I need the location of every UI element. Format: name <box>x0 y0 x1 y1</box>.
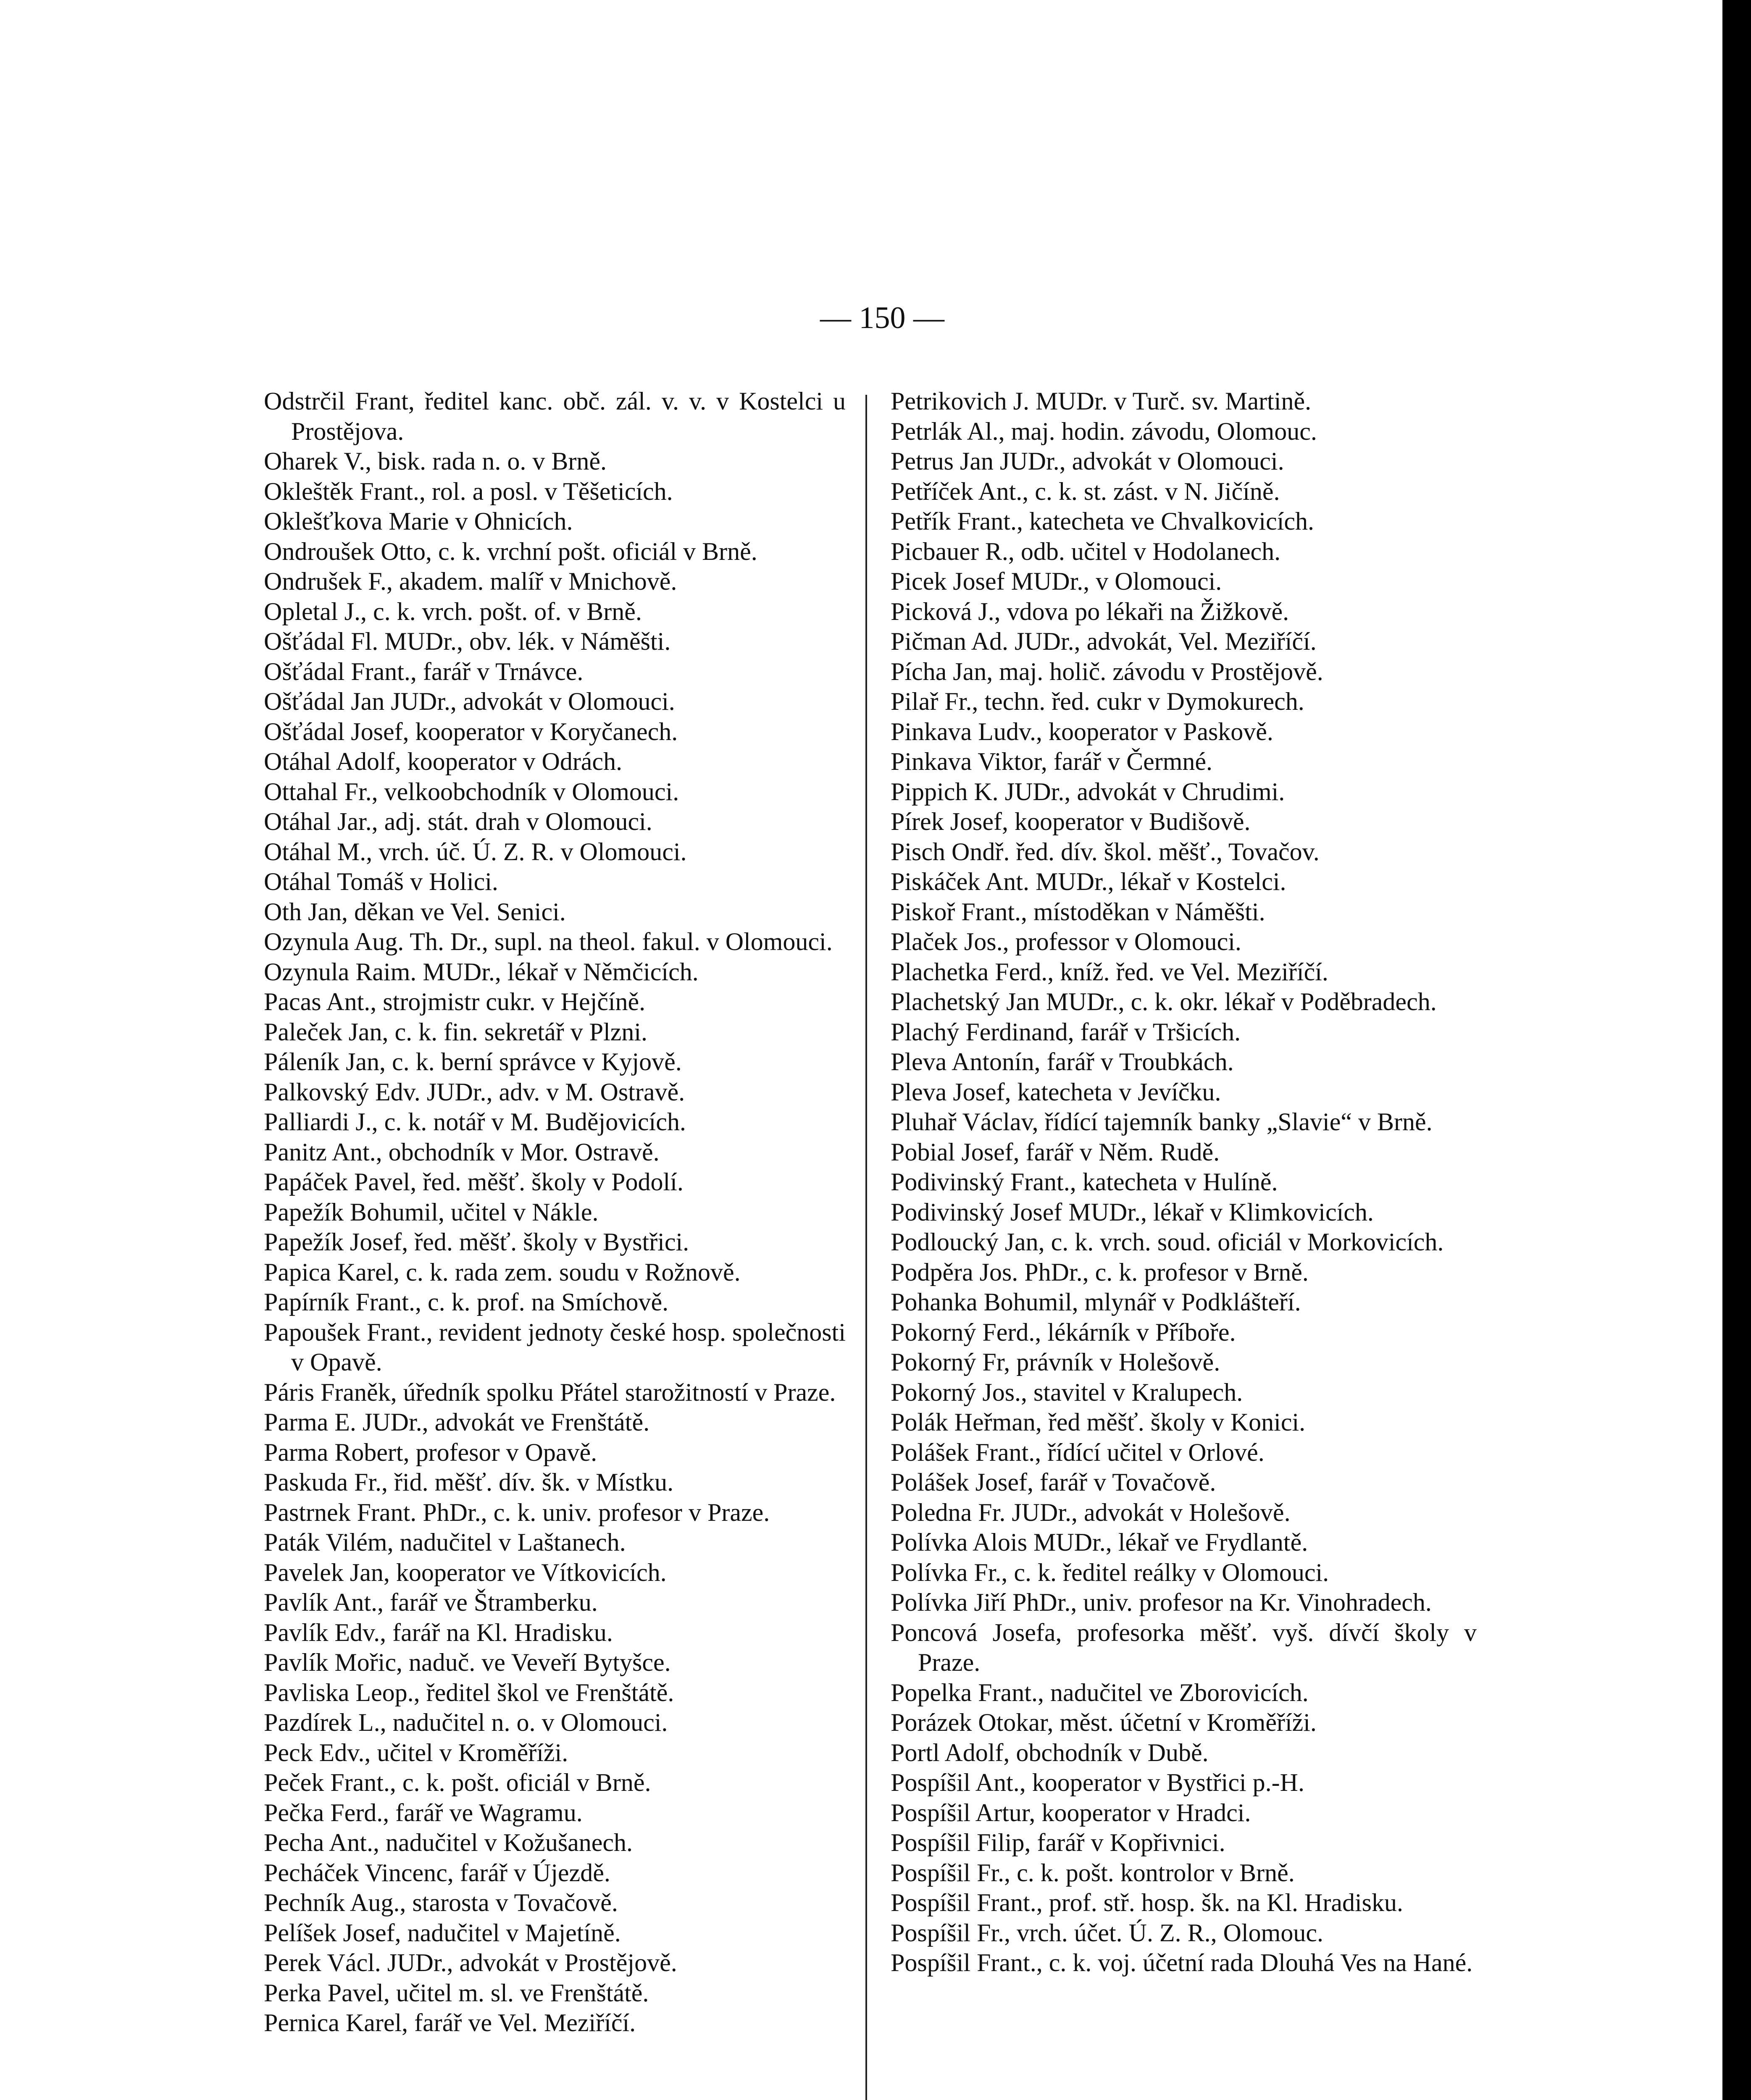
directory-entry: Pilař Fr., techn. řed. cukr v Dymokurech. <box>891 688 1304 715</box>
directory-entry: Pleva Josef, katecheta v Jevíčku. <box>891 1078 1221 1106</box>
directory-entry: Petrus Jan JUDr., advokát v Olomouci. <box>891 447 1284 475</box>
directory-entry: Plachetka Ferd., kníž. řed. ve Vel. Meziříčí. <box>891 958 1328 986</box>
directory-entry: Oharek V., bisk. rada n. o. v Brně. <box>264 447 607 475</box>
directory-entry: Ošťádal Jan JUDr., advokát v Olomouci. <box>264 688 675 715</box>
directory-entry: Papica Karel, c. k. rada zem. soudu v Rožnově. <box>264 1258 741 1286</box>
directory-entry: Paskuda Fr., řid. měšť. dív. šk. v Místku. <box>264 1468 674 1496</box>
directory-entry: Otáhal M., vrch. úč. Ú. Z. R. v Olomouci. <box>264 837 687 866</box>
directory-entry: Petříček Ant., c. k. st. zást. v N. Jičíně. <box>891 477 1280 505</box>
directory-entry: Paták Vilém, nadučitel v Laštanech. <box>264 1528 626 1556</box>
directory-entry: Pleva Antonín, farář v Troubkách. <box>891 1048 1234 1076</box>
directory-entry: Pisch Ondř. řed. dív. škol. měšť., Tovačov. <box>891 837 1320 866</box>
directory-entry: Poledna Fr. JUDr., advokát v Holešově. <box>891 1498 1291 1526</box>
directory-entry: Paleček Jan, c. k. fin. sekretář v Plzni. <box>264 1018 648 1046</box>
directory-entry: Poncová Josefa, profesorka měšť. vyš. dívčí školy v Praze. <box>891 1618 1477 1676</box>
left-column <box>264 386 846 2038</box>
directory-entry: Pičman Ad. JUDr., advokát, Vel. Meziříčí. <box>891 627 1317 655</box>
directory-entry: Pinkava Viktor, farář v Čermné. <box>891 748 1212 775</box>
directory-entry: Podloucký Jan, c. k. vrch. soud. oficiál v Morkovicích. <box>891 1228 1444 1256</box>
directory-entry: Plachetský Jan MUDr., c. k. okr. lékař v Poděbradech. <box>891 988 1437 1016</box>
directory-entry: Odstrčil Frant, ředitel kanc. obč. zál. v. v. v Kostelci u Prostějova. <box>264 387 846 445</box>
directory-entry: Pavlík Mořic, naduč. ve Veveří Bytyšce. <box>264 1648 671 1676</box>
directory-entry: Ozynula Raim. MUDr., lékař v Němčicích. <box>264 958 699 986</box>
directory-entry: Parma E. JUDr., advokát ve Frenštátě. <box>264 1408 650 1436</box>
directory-entry: Papírník Frant., c. k. prof. na Smíchově. <box>264 1288 669 1316</box>
directory-entry: Picbauer R., odb. učitel v Hodolanech. <box>891 537 1281 565</box>
directory-entry: Pavlík Edv., farář na Kl. Hradisku. <box>264 1618 613 1646</box>
directory-entry: Pavlík Ant., farář ve Štramberku. <box>264 1588 598 1616</box>
directory-entry: Palkovský Edv. JUDr., adv. v M. Ostravě. <box>264 1078 685 1106</box>
directory-entry: Pospíšil Artur, kooperator v Hradci. <box>891 1798 1251 1827</box>
directory-entry: Pečka Ferd., farář ve Wagramu. <box>264 1798 583 1827</box>
directory-entry: Pippich K. JUDr., advokát v Chrudimi. <box>891 777 1285 806</box>
directory-entry: Ondrušek F., akadem. malíř v Mnichově. <box>264 567 677 595</box>
right-column <box>891 386 1477 1978</box>
directory-entry: Polášek Josef, farář v Tovačově. <box>891 1468 1216 1496</box>
directory-entry: Otáhal Jar., adj. stát. drah v Olomouci. <box>264 808 652 835</box>
directory-entry: Pospíšil Fr., c. k. pošt. kontrolor v Brně. <box>891 1858 1295 1887</box>
directory-entry: Pluhař Václav, řídící tajemník banky „Slavie“ v Brně. <box>891 1108 1433 1136</box>
directory-entry: Perka Pavel, učitel m. sl. ve Frenštátě. <box>264 1979 649 2007</box>
directory-entry: Polívka Jiří PhDr., univ. profesor na Kr. Vinohradech. <box>891 1588 1432 1616</box>
directory-entry: Pecháček Vincenc, farář v Újezdě. <box>264 1858 610 1887</box>
page-number: — 150 — <box>820 301 944 335</box>
directory-entry: Otáhal Tomáš v Holici. <box>264 868 498 895</box>
directory-entry: Polášek Frant., řídící učitel v Orlové. <box>891 1438 1265 1466</box>
directory-entry: Peček Frant., c. k. pošt. oficiál v Brně. <box>264 1769 651 1796</box>
directory-entry: Pospíšil Ant., kooperator v Bystřici p.-H. <box>891 1769 1304 1796</box>
directory-entry: Perek Václ. JUDr., advokát v Prostějově. <box>264 1949 677 1977</box>
directory-entry: Parma Robert, profesor v Opavě. <box>264 1438 597 1466</box>
directory-entry: Okleštěk Frant., rol. a posl. v Těšeticích. <box>264 477 673 505</box>
directory-entry: Podivinský Frant., katecheta v Hulíně. <box>891 1168 1278 1196</box>
directory-entry: Plaček Jos., professor v Olomouci. <box>891 928 1241 956</box>
directory-entry: Pavliska Leop., ředitel škol ve Frenštátě. <box>264 1678 674 1706</box>
directory-entry: Polák Heřman, řed měšť. školy v Konici. <box>891 1408 1306 1436</box>
directory-entry: Ondroušek Otto, c. k. vrchní pošt. oficiál v Brně. <box>264 537 757 565</box>
directory-entry: Pospíšil Frant., c. k. voj. účetní rada Dlouhá Ves na Hané. <box>891 1949 1473 1977</box>
directory-entry: Portl Adolf, obchodník v Dubě. <box>891 1738 1209 1767</box>
directory-entry: Pelíšek Josef, nadučitel v Majetíně. <box>264 1919 621 1947</box>
directory-entry: Polívka Fr., c. k. ředitel reálky v Olomouci. <box>891 1558 1329 1586</box>
directory-entry: Pohanka Bohumil, mlynář v Podklášteří. <box>891 1288 1301 1316</box>
directory-entry: Pírek Josef, kooperator v Budišově. <box>891 808 1251 835</box>
directory-entry: Peck Edv., učitel v Kroměříži. <box>264 1738 568 1767</box>
directory-entry: Pastrnek Frant. PhDr., c. k. univ. profesor v Praze. <box>264 1498 770 1526</box>
directory-entry: Petrlák Al., maj. hodin. závodu, Olomouc. <box>891 417 1317 445</box>
directory-entry: Picek Josef MUDr., v Olomouci. <box>891 567 1222 595</box>
directory-entry: Pospíšil Filip, farář v Kopřivnici. <box>891 1829 1225 1856</box>
directory-entry: Papežík Josef, řed. měšť. školy v Bystřici. <box>264 1228 689 1256</box>
directory-entry: Petřík Frant., katecheta ve Chvalkovicích. <box>891 507 1315 535</box>
directory-entry: Panitz Ant., obchodník v Mor. Ostravě. <box>264 1138 660 1166</box>
directory-entry: Plachý Ferdinand, farář v Tršicích. <box>891 1018 1241 1046</box>
directory-entry: Ošťádal Frant., farář v Trnávce. <box>264 657 584 685</box>
directory-entry: Porázek Otokar, měst. účetní v Kroměříži. <box>891 1709 1317 1736</box>
directory-entry: Pospíšil Frant., prof. stř. hosp. šk. na Kl. Hradisku. <box>891 1889 1403 1916</box>
directory-entry: Piskoř Frant., místoděkan v Náměšti. <box>891 898 1265 926</box>
directory-entry: Oklešťkova Marie v Ohnicích. <box>264 507 573 535</box>
directory-entry: Papežík Bohumil, učitel v Nákle. <box>264 1198 599 1226</box>
directory-entry: Pacas Ant., strojmistr cukr. v Hejčíně. <box>264 988 646 1016</box>
directory-entry: Ozynula Aug. Th. Dr., supl. na theol. fakul. v Olomouci. <box>264 928 833 956</box>
directory-entry: Petrikovich J. MUDr. v Turč. sv. Martině. <box>891 387 1312 415</box>
column-divider <box>865 395 867 2100</box>
directory-entry: Pinkava Ludv., kooperator v Paskově. <box>891 717 1273 746</box>
directory-entry: Páleník Jan, c. k. berní správce v Kyjově. <box>264 1048 682 1076</box>
directory-entry: Podivinský Josef MUDr., lékař v Klimkovicích. <box>891 1198 1374 1226</box>
directory-entry: Ošťádal Josef, kooperator v Koryčanech. <box>264 717 678 746</box>
directory-entry: Pecha Ant., nadučitel v Kožušanech. <box>264 1829 633 1856</box>
directory-entry: Papoušek Frant., revident jednoty české hosp. společnosti v Opavě. <box>264 1318 846 1376</box>
directory-entry: Páris Franěk, úředník spolku Přátel starožitností v Praze. <box>264 1378 836 1406</box>
directory-entry: Pospíšil Fr., vrch. účet. Ú. Z. R., Olomouc. <box>891 1919 1323 1947</box>
directory-entry: Ošťádal Fl. MUDr., obv. lék. v Náměšti. <box>264 627 671 655</box>
directory-entry: Pokorný Jos., stavitel v Kralupech. <box>891 1378 1243 1406</box>
directory-entry: Pobial Josef, farář v Něm. Rudě. <box>891 1138 1220 1166</box>
directory-entry: Otáhal Adolf, kooperator v Odrách. <box>264 748 623 775</box>
directory-entry: Opletal J., c. k. vrch. pošt. of. v Brně. <box>264 597 642 625</box>
directory-entry: Ottahal Fr., velkoobchodník v Olomouci. <box>264 777 679 806</box>
directory-entry: Piskáček Ant. MUDr., lékař v Kostelci. <box>891 868 1286 895</box>
directory-entry: Papáček Pavel, řed. měšť. školy v Podolí. <box>264 1168 684 1196</box>
directory-entry: Popelka Frant., nadučitel ve Zborovicích. <box>891 1678 1309 1706</box>
directory-entry: Pícha Jan, maj. holič. závodu v Prostějově. <box>891 657 1323 685</box>
directory-entry: Pernica Karel, farář ve Vel. Meziříčí. <box>264 2009 636 2037</box>
directory-entry: Pazdírek L., nadučitel n. o. v Olomouci. <box>264 1709 668 1736</box>
directory-entry: Pokorný Ferd., lékárník v Příboře. <box>891 1318 1236 1346</box>
directory-entry: Palliardi J., c. k. notář v M. Budějovicích. <box>264 1108 686 1136</box>
directory-entry: Pechník Aug., starosta v Tovačově. <box>264 1889 618 1916</box>
directory-entry: Oth Jan, děkan ve Vel. Senici. <box>264 898 566 926</box>
directory-entry: Podpěra Jos. PhDr., c. k. profesor v Brně. <box>891 1258 1309 1286</box>
directory-entry: Pokorný Fr, právník v Holešově. <box>891 1348 1220 1376</box>
directory-entry: Picková J., vdova po lékaři na Žižkově. <box>891 597 1289 625</box>
directory-entry: Polívka Alois MUDr., lékař ve Frydlantě. <box>891 1528 1308 1556</box>
directory-entry: Pavelek Jan, kooperator ve Vítkovicích. <box>264 1558 667 1586</box>
